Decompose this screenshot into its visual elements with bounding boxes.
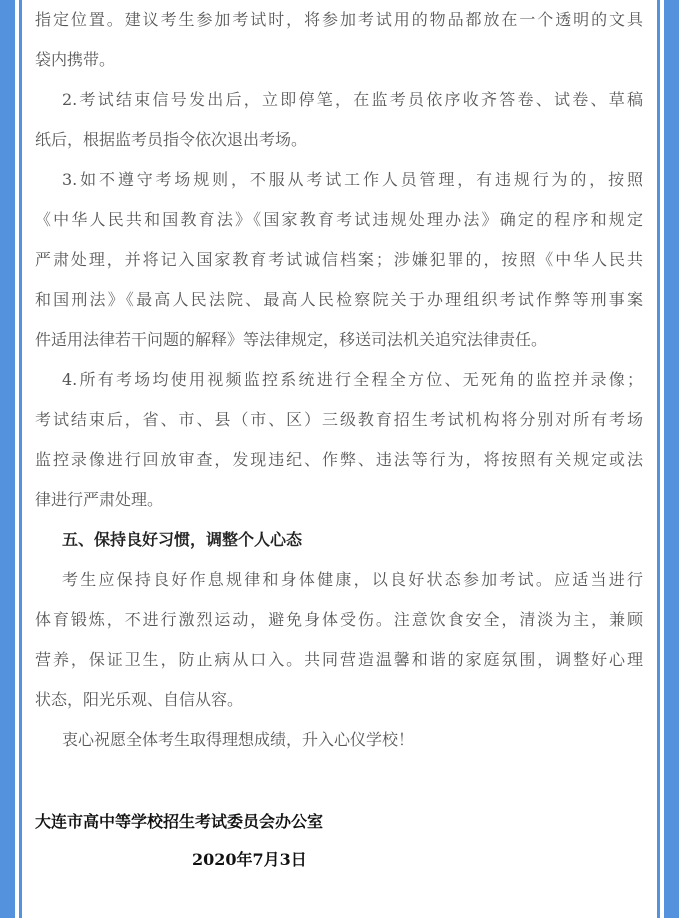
left-border-bar (0, 0, 15, 918)
signature: 大连市高中等学校招生考试委员会办公室 (35, 812, 324, 831)
text-line: 考试结束后，省、市、县（市、区）三级教育招生考试机构将分别对所有考场 (35, 410, 643, 429)
text-line: 3.如不遵守考场规则，不服从考试工作人员管理，有违规行为的，按照 (62, 170, 643, 189)
text-line: 袋内携带。 (35, 50, 116, 69)
text-line: 考生应保持良好作息规律和身体健康，以良好状态参加考试。应适当进行 (62, 570, 643, 589)
text-line: 监控录像进行回放审查，发现违纪、作弊、违法等行为，将按照有关规定或法 (35, 450, 643, 469)
text-line: 指定位置。建议考生参加考试时，将参加考试用的物品都放在一个透明的文具 (35, 10, 643, 29)
text-line: 2.考试结束信号发出后，立即停笔，在监考员依序收齐答卷、试卷、草稿 (62, 90, 643, 109)
text-line: 律进行严肃处理。 (35, 490, 164, 509)
text-line: 和国刑法》《最高人民法院、最高人民检察院关于办理组织考试作弊等刑事案 (35, 290, 643, 309)
left-border-line (19, 0, 22, 918)
text-line: 《中华人民共和国教育法》《国家教育考试违规处理办法》确定的程序和规定 (35, 210, 643, 229)
right-border-line (657, 0, 660, 918)
text-line: 件适用法律若干问题的解释》等法律规定，移送司法机关追究法律责任。 (35, 330, 548, 349)
text-line: 状态，阳光乐观、自信从容。 (35, 690, 244, 709)
closing-wish: 衷心祝愿全体考生取得理想成绩，升入心仪学校！ (62, 730, 415, 749)
text-line: 体育锻炼，不进行激烈运动，避免身体受伤。注意饮食安全，清淡为主，兼顾 (35, 610, 643, 629)
text-line: 严肃处理，并将记入国家教育考试诚信档案；涉嫌犯罪的，按照《中华人民共 (35, 250, 643, 269)
right-border-bar (664, 0, 679, 918)
text-line: 4.所有考场均使用视频监控系统进行全程全方位、无死角的监控并录像； (62, 370, 643, 389)
text-line: 纸后，根据监考员指令依次退出考场。 (35, 130, 308, 149)
document-body (35, 0, 643, 760)
text-line: 营养，保证卫生，防止病从口入。共同营造温馨和谐的家庭氛围，调整好心理 (35, 650, 643, 669)
date: 2020年7月3日 (192, 850, 307, 869)
section-heading: 五、保持良好习惯，调整个人心态 (62, 530, 303, 549)
